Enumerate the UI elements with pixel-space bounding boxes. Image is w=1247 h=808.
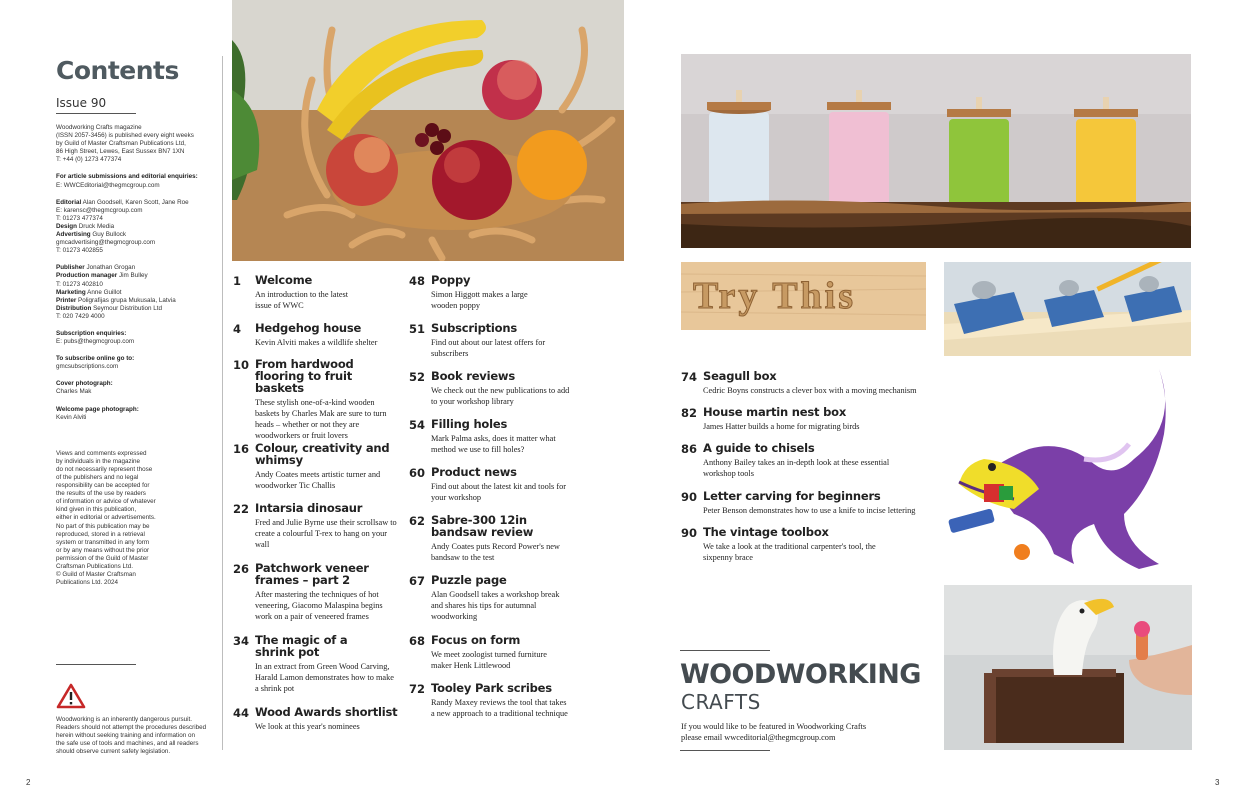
toc-entry[interactable]: 34 The magic of a shrink pot In an extract from Green Wood Carving, Harald Lamon demonstrates how to make a shrink pot bbox=[233, 633, 394, 693]
brand-top-rule bbox=[680, 650, 770, 651]
divider-rule bbox=[56, 664, 136, 665]
toc-entry[interactable]: 86 A guide to chisels Anthony Bailey takes an in-depth look at these essential workshop tools bbox=[681, 441, 890, 478]
brand-name: WOODWORKING bbox=[680, 659, 921, 690]
cover-credit: Cover photograph: Charles Mak bbox=[56, 380, 113, 396]
toc-entry[interactable]: 68 Focus on form We meet zoologist turned furniture maker Henk Littlewood bbox=[409, 633, 547, 670]
submissions-info: For article submissions and editorial enquiries: E: WWCEditorial@thegmcgroup.com bbox=[56, 173, 198, 189]
toc-entry[interactable]: 74 Seagull box Cedric Boyns constructs a clever box with a moving mechanism bbox=[681, 369, 917, 395]
subscription-info: Subscription enquiries: E: pubs@thegmcgroup.com bbox=[56, 329, 135, 346]
toc-entry[interactable]: 51 Subscriptions Find out about our latest offers for subscribers bbox=[409, 321, 546, 358]
sidebar-divider bbox=[222, 56, 223, 750]
canisters-photo bbox=[681, 54, 1191, 248]
production-list: Publisher Jonathan Grogan Production manager Jim Bulley T: 01273 402810 Marketing Anne Guillot Printer Poligrafijas grupa Mukusala, Latvia Distribution Seymour Distribution Ltd T: 020 7429 4000 bbox=[56, 264, 176, 320]
carving-text: Try This bbox=[693, 275, 857, 317]
toc-entry[interactable]: 1 Welcome An introduction to the latest issue of WWC bbox=[233, 273, 349, 310]
feature-note: If you would like to be featured in Woodworking Crafts please email wwceditorial@thegmcgroup.com bbox=[681, 722, 867, 742]
publisher-info: Woodworking Crafts magazine (ISSN 2057-3456) is published every eight weeks by Guild of Master Craftsman Publications Ltd, 86 High Street, Lewes, East Sussex BN7 1XN T: +44 (0) 1273 477374 bbox=[56, 124, 194, 164]
page-number-right: 3 bbox=[1215, 778, 1220, 787]
toc-entry[interactable]: 16 Colour, creativity and whimsy Andy Coates meets artistic turner and woodworker Tic Challis bbox=[233, 441, 390, 490]
fruit-basket-photo bbox=[232, 0, 624, 261]
staff-list: Editorial Alan Goodsell, Karen Scott, Jane Roe E: karensc@thegmcgroup.com T: 01273 477374 Design Druck Media Advertising Guy Bullock gmcadvertising@thegmcgroup.com T: 01273 402855 bbox=[56, 198, 189, 255]
safety-warning: Woodworking is an inherently dangerous pursuit. Readers should not attempt the procedures described herein without seeking training and information on the safe use of tools and machines, and all readers should observe current safety legislation. bbox=[56, 716, 207, 756]
online-info: To subscribe online go to: gmcsubscriptions.com bbox=[56, 355, 135, 371]
letter-carving-photo bbox=[681, 262, 926, 330]
welcome-credit: Welcome page photograph: Kevin Alviti bbox=[56, 405, 139, 421]
disclaimer: Views and comments expressed by individuals in the magazine do not necessarily represent those of the publishers and no legal responsibility can be accepted for the results of the use by readers of information or advice of whatever kind given in this publication, either in editorial or advertisements. No part of this publication may be reproduced, stored in a retrieval system or transmitted in any form or by any means without the prior permission of the Guild of Master Craftsman Publications Ltd. © Guild of Master Craftsman Publications Ltd. 2024 bbox=[56, 449, 156, 587]
toc-entry[interactable]: 48 Poppy Simon Higgott makes a large wooden poppy bbox=[409, 273, 528, 310]
toc-entry[interactable]: 26 Patchwork veneer frames – part 2 After mastering the techniques of hot veneering, Giacomo Malaspina begins work on a pair of veneered frames bbox=[233, 561, 383, 621]
toc-entry[interactable]: 60 Product news Find out about the latest kit and tools for your workshop bbox=[409, 465, 567, 502]
page-number-left: 2 bbox=[26, 778, 31, 787]
issue-number: Issue 90 bbox=[56, 96, 136, 114]
toc-entry[interactable]: 90 The vintage toolbox We take a look at the traditional carpenter's tool, the sixpenny brace bbox=[681, 525, 876, 562]
intarsia-dinosaur-photo bbox=[944, 364, 1191, 574]
toc-entry[interactable]: 72 Tooley Park scribes Randy Maxey reviews the tool that takes a new approach to a traditional technique bbox=[409, 681, 568, 718]
warning-icon bbox=[56, 683, 86, 709]
masthead-sidebar bbox=[56, 56, 221, 587]
toc-entry[interactable]: 10 From hardwood flooring to fruit baskets These stylish one-of-a-kind wooden baskets by Charles Mak are sure to turn heads – whether or not they are woodworkers or fruit lovers bbox=[233, 357, 387, 440]
block-planes-photo bbox=[944, 262, 1191, 356]
toc-entry[interactable]: 82 House martin nest box James Hatter builds a home for migrating birds bbox=[681, 405, 860, 431]
toc-entry[interactable]: 4 Hedgehog house Kevin Alviti makes a wildlife shelter bbox=[233, 321, 378, 347]
toc-entry[interactable]: 67 Puzzle page Alan Goodsell takes a workshop break and shares his tips for autumnal woodworking bbox=[409, 573, 560, 621]
brand-subname: CRAFTS bbox=[681, 690, 761, 714]
toc-entry[interactable]: 22 Intarsia dinosaur Fred and Julie Byrne use their scrollsaw to create a colourful T-rex to hang on your wall bbox=[233, 501, 397, 549]
toc-entry[interactable]: 54 Filling holes Mark Palma asks, does it matter what method we use to fill holes? bbox=[409, 417, 556, 454]
seagull-box-photo bbox=[944, 585, 1192, 750]
page-title: Contents bbox=[56, 56, 179, 85]
toc-entry[interactable]: 90 Letter carving for beginners Peter Benson demonstrates how to use a knife to incise lettering bbox=[681, 489, 916, 515]
toc-entry[interactable]: 44 Wood Awards shortlist We look at this year's nominees bbox=[233, 705, 398, 731]
toc-entry[interactable]: 52 Book reviews We check out the new publications to add to your workshop library bbox=[409, 369, 570, 406]
brand-bottom-rule bbox=[680, 750, 770, 751]
toc-entry[interactable]: 62 Sabre-300 12in bandsaw review Andy Coates puts Record Power's new bandsaw to the test bbox=[409, 513, 560, 562]
